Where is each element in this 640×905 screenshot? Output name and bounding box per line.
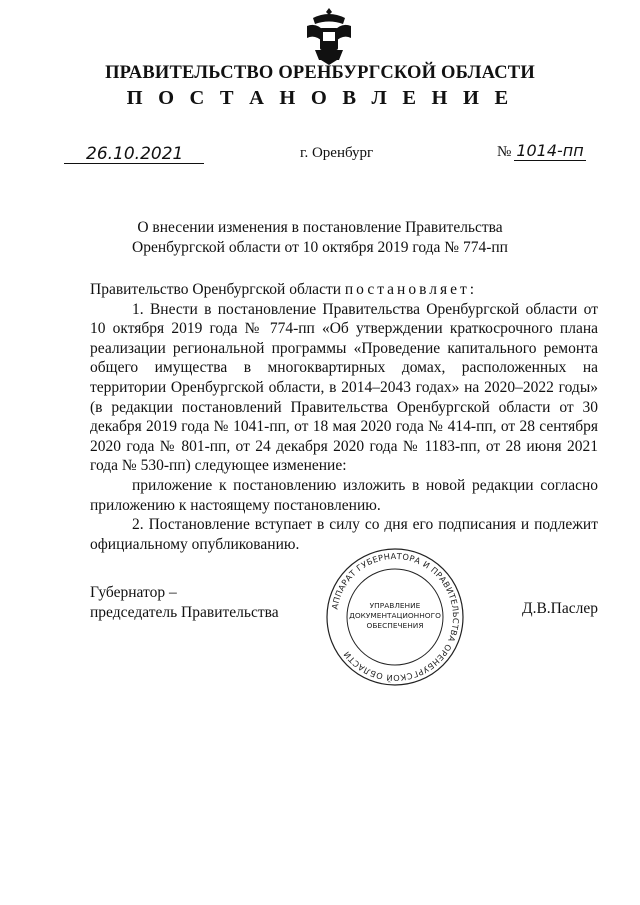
subject-line-1: О внесении изменения в постановление Правительства — [137, 219, 503, 236]
stamp-line-2: ДОКУМЕНТАЦИОННОГО — [349, 611, 441, 620]
document-city: г. Оренбург — [300, 145, 374, 161]
subject-line-2: Оренбургской области от 10 октября 2019 года № 774-пп — [132, 239, 508, 256]
paragraph-2: приложение к постановлению изложить в новой редакции согласно приложению к настоящему постановлению. — [90, 476, 598, 514]
coat-of-arms-icon — [303, 6, 355, 66]
paragraph-3: 2. Постановление вступает в силу со дня его подписания и подлежит официальному опубликованию. — [90, 516, 598, 553]
signatory-position — [90, 583, 279, 623]
position-line-2: председатель Правительства — [90, 604, 279, 621]
stamp-ring-text: АППАРАТ ГУБЕРНАТОРА И ПРАВИТЕЛЬСТВА ОРЕНБУРГСКОЙ ОБЛАСТИ — [329, 550, 462, 684]
document-subject — [0, 218, 640, 258]
intro-verb: постановляет: — [344, 281, 478, 298]
document-number — [497, 142, 586, 161]
paragraph-1: 1. Внести в постановление Правительства Оренбургской области от 10 октября 2019 года № 774-пп «Об утверждении краткосрочного плана реализации региональной программы «Проведение капитального ремонта общего имущества в многоквартирных домах, расположенных на территории Оренбургской области, в 2014–2043 годах» на 2020–2022 годы» (в редакции постановлений Правительства Оренбургской области от 30 декабря 2019 года № 1041-пп, от 18 мая 2020 года № 414-пп, от 28 сентября 2020 года № 801-пп, от 24 декабря 2020 года № 1183-пп, от 28 июня 2021 года № 530-пп) следующее изменение: — [90, 300, 598, 475]
body-intro — [90, 280, 598, 300]
official-stamp — [324, 546, 466, 688]
document-body — [90, 280, 598, 554]
number-value: 1014-пп — [516, 141, 584, 160]
document-type: П О С Т А Н О В Л Е Н И Е — [126, 87, 514, 109]
stamp-line-1: УПРАВЛЕНИЕ — [369, 601, 421, 610]
position-line-1: Губернатор – — [90, 584, 177, 601]
signatory-name: Д.В.Паслер — [522, 600, 598, 617]
document-date: 26.10.2021 — [64, 145, 204, 164]
government-title: ПРАВИТЕЛЬСТВО ОРЕНБУРГСКОЙ ОБЛАСТИ — [105, 63, 535, 83]
number-prefix: № — [497, 144, 512, 160]
intro-text: Правительство Оренбургской области — [90, 281, 345, 298]
stamp-line-3: ОБЕСПЕЧЕНИЯ — [366, 621, 424, 630]
